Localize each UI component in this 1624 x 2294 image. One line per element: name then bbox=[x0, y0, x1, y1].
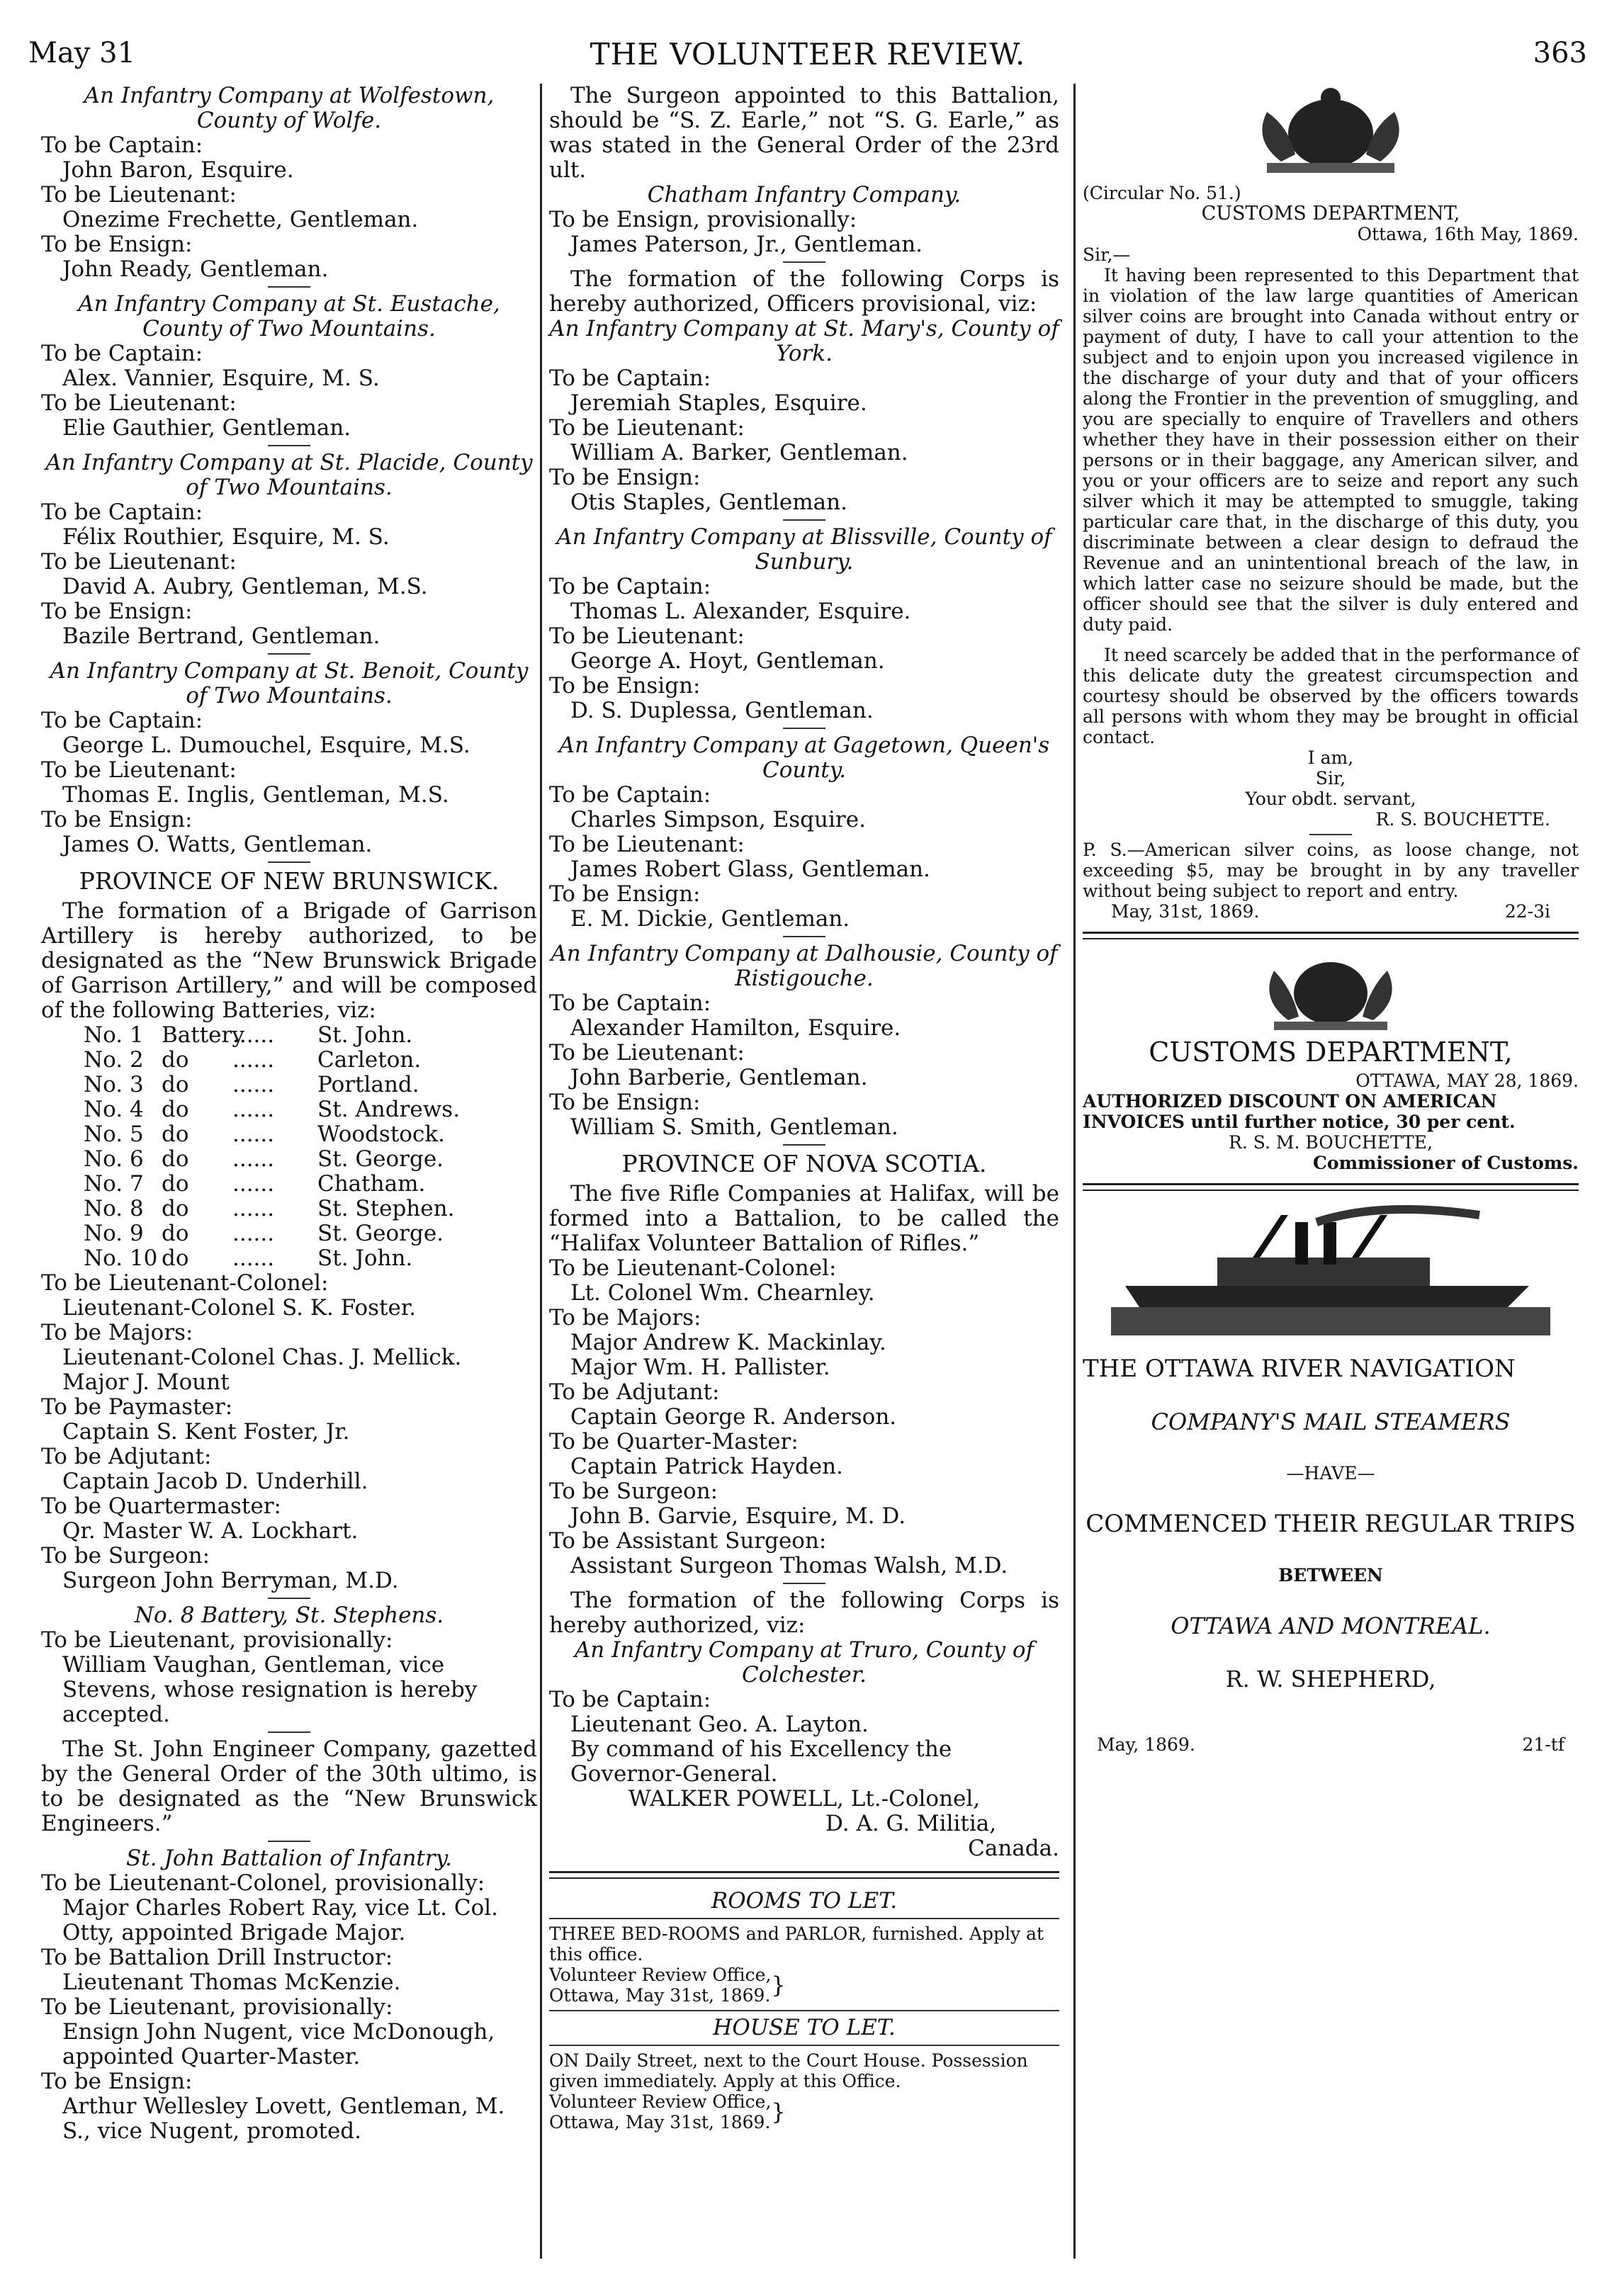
paragraph: The five Rifle Companies at Halifax, will be formed into a Battalion, to be called the “Halifax Volunteer Battalion of Rifles.” bbox=[549, 1181, 1059, 1256]
battery-cell: ...... bbox=[232, 1072, 275, 1097]
battery-cell: ...... bbox=[232, 1022, 275, 1048]
section-title: No. 8 Battery, St. Stephens. bbox=[134, 1603, 444, 1628]
ad-title: HOUSE TO LET. bbox=[713, 2015, 896, 2040]
column-3 bbox=[1083, 84, 1579, 1755]
signature: D. A. G. Militia, bbox=[825, 1811, 997, 1836]
battery-cell: do bbox=[162, 1221, 189, 1246]
battery-cell: do bbox=[162, 1196, 189, 1221]
appointment-list bbox=[41, 708, 537, 857]
name-line: David A. Aubry, Gentleman, M.S. bbox=[62, 574, 428, 599]
battery-cell: Portland. bbox=[317, 1072, 419, 1097]
appointment-list bbox=[549, 1256, 1059, 1578]
province-heading: PROVINCE OF NOVA SCOTIA. bbox=[621, 1150, 987, 1177]
rank-line: To be Captain: bbox=[549, 990, 711, 1016]
name-line: George A. Hoyt, Gentleman. bbox=[570, 648, 885, 674]
name-line: Arthur Wellesley Lovett, Gentleman, M. S., vice Nugent, promoted. bbox=[62, 2094, 505, 2144]
closing: I am, bbox=[1307, 747, 1354, 768]
ad-subheading: OTTAWA AND MONTREAL. bbox=[1171, 1612, 1491, 1639]
rank-line: To be Captain: bbox=[549, 366, 711, 391]
ad-subheading: COMPANY'S MAIL STEAMERS bbox=[1151, 1408, 1511, 1435]
battery-cell: No. 8 bbox=[84, 1196, 144, 1221]
paragraph: The Surgeon appointed to this Battalion, should be “S. Z. Earle,” not “S. G. Earle,” as was stated in the General Order of the 23rd ult. bbox=[549, 83, 1059, 183]
appointment-list bbox=[41, 1271, 537, 1593]
appointment-list bbox=[41, 500, 537, 649]
salutation: Sir,— bbox=[1083, 244, 1131, 265]
royal-arms-emblem bbox=[1224, 84, 1437, 176]
section-title: An Infantry Company at Gagetown, Queen's County. bbox=[558, 733, 1050, 783]
battery-cell: St. George. bbox=[317, 1146, 444, 1172]
address-line: Volunteer Review Office, bbox=[549, 1965, 772, 1985]
appointment-list bbox=[41, 133, 537, 282]
battery-cell: ...... bbox=[232, 1196, 275, 1221]
divider bbox=[268, 1598, 310, 1599]
appointment-list bbox=[41, 341, 537, 441]
name-line: Assistant Surgeon Thomas Walsh, M.D. bbox=[570, 1553, 1008, 1578]
rank-line: To be Adjutant: bbox=[549, 1379, 720, 1405]
name-line: Alexander Hamilton, Esquire. bbox=[570, 1015, 901, 1041]
rank-line: To be Captain: bbox=[41, 132, 203, 158]
brace-mark: } bbox=[771, 1971, 786, 1999]
signature: R. S. BOUCHETTE. bbox=[1375, 809, 1550, 830]
name-line: Captain Jacob D. Underhill. bbox=[62, 1469, 368, 1494]
divider bbox=[549, 1871, 1059, 1879]
name-line: Lieutenant-Colonel S. K. Foster. bbox=[62, 1295, 417, 1321]
signature: R. S. M. BOUCHETTE, bbox=[1229, 1132, 1433, 1153]
name-line: Major Wm. H. Pallister. bbox=[570, 1355, 830, 1380]
section-title: An Infantry Company at St. Benoit, County of Two Mountains. bbox=[50, 658, 529, 708]
paragraph: The formation of the following Corps is hereby authorized, Officers provisional, viz: bbox=[549, 266, 1059, 317]
name-line: George L. Dumouchel, Esquire, M.S. bbox=[62, 733, 470, 758]
divider bbox=[268, 1841, 310, 1842]
divider bbox=[783, 1583, 825, 1584]
rank-line: To be Lieutenant: bbox=[549, 623, 745, 649]
name-line: Ensign John Nugent, vice McDonough, appointed Quarter-Master. bbox=[62, 2019, 495, 2069]
rank-line: To be Captain: bbox=[549, 574, 711, 599]
column-divider bbox=[540, 84, 542, 2259]
ad-date: May, 31st, 1869. bbox=[1111, 901, 1260, 922]
battery-cell: ...... bbox=[232, 1146, 275, 1172]
notice-date: OTTAWA, MAY 28, 1869. bbox=[1355, 1070, 1579, 1091]
divider bbox=[783, 519, 825, 521]
divider bbox=[783, 728, 825, 729]
appointment-list bbox=[549, 783, 1059, 932]
battery-cell: ...... bbox=[232, 1047, 275, 1073]
name-line: Otis Staples, Gentleman. bbox=[570, 490, 847, 515]
rank-line: To be Lieutenant, provisionally: bbox=[41, 1994, 393, 2020]
section-title: An Infantry Company at Blissville, County of Sunbury. bbox=[556, 524, 1052, 575]
department: CUSTOMS DEPARTMENT, bbox=[1149, 1036, 1513, 1068]
section-title: St. John Battalion of Infantry. bbox=[126, 1846, 452, 1871]
ad-body: ON Daily Street, next to the Court House. Possession given immediately. Apply at this Office. bbox=[549, 2050, 1028, 2091]
appointment-list bbox=[549, 991, 1059, 1140]
signature: WALKER POWELL, Lt.-Colonel, bbox=[628, 1786, 981, 1812]
column-1 bbox=[41, 84, 537, 2144]
name-line: Félix Routhier, Esquire, M. S. bbox=[62, 524, 390, 550]
rank-line: To be Lieutenant: bbox=[549, 832, 745, 857]
ad-heading: THE OTTAWA RIVER NAVIGATION bbox=[1083, 1355, 1516, 1383]
name-line: Major J. Mount bbox=[62, 1369, 230, 1395]
battery-cell: St. Andrews. bbox=[317, 1097, 461, 1122]
rank-line: To be Captain: bbox=[41, 341, 203, 366]
name-line: Lieutenant-Colonel Chas. J. Mellick. bbox=[62, 1345, 462, 1370]
discount-notice: AUTHORIZED DISCOUNT ON AMERICAN INVOICES until further notice, 30 per cent. bbox=[1083, 1091, 1516, 1132]
divider bbox=[268, 445, 310, 446]
address-line: Ottawa, May 31st, 1869. bbox=[549, 2112, 771, 2132]
battery-list bbox=[41, 1023, 537, 1271]
province-heading: PROVINCE OF NEW BRUNSWICK. bbox=[79, 867, 500, 895]
rank-line: To be Lieutenant: bbox=[549, 415, 745, 441]
battery-cell: No. 7 bbox=[84, 1171, 144, 1197]
name-line: Bazile Bertrand, Gentleman. bbox=[62, 623, 380, 649]
name-line: Major Charles Robert Ray, vice Lt. Col. Otty, appointed Brigade Major. bbox=[62, 1895, 499, 1945]
battery-row bbox=[41, 1147, 537, 1172]
battery-cell: Battery bbox=[162, 1022, 244, 1048]
name-line: D. S. Duplessa, Gentleman. bbox=[570, 698, 874, 723]
section-title: An Infantry Company at Wolfestown, County of Wolfe. bbox=[84, 83, 495, 133]
name-line: Thomas E. Inglis, Gentleman, M.S. bbox=[62, 782, 449, 808]
letter-date: Ottawa, 16th May, 1869. bbox=[1357, 224, 1579, 244]
section-title: An Infantry Company at Truro, County of Colchester. bbox=[574, 1637, 1034, 1688]
divider bbox=[783, 1144, 825, 1146]
rank-line: To be Paymaster: bbox=[41, 1394, 233, 1420]
paragraph: It need scarcely be added that in the performance of this delicate duty the greatest circumspection and courtesy should be observed by the officers towards all persons with whom they may be brought in official contact. bbox=[1083, 645, 1579, 747]
ad-footer bbox=[1083, 1734, 1579, 1755]
section-title: An Infantry Company at St. Eustache, County of Two Mountains. bbox=[78, 291, 500, 341]
name-line: Surgeon John Berryman, M.D. bbox=[62, 1568, 399, 1593]
battery-cell: No. 1 bbox=[84, 1022, 144, 1048]
battery-cell: Carleton. bbox=[317, 1047, 422, 1073]
divider bbox=[268, 286, 310, 288]
ad-heading: COMMENCED THEIR REGULAR TRIPS bbox=[1086, 1510, 1576, 1538]
battery-cell: Woodstock. bbox=[317, 1121, 445, 1147]
divider bbox=[783, 936, 825, 937]
rank-line: To be Ensign: bbox=[41, 2069, 193, 2094]
divider bbox=[549, 2045, 1059, 2046]
department: CUSTOMS DEPARTMENT, bbox=[1201, 203, 1460, 225]
appointment-list bbox=[549, 208, 1059, 257]
address-line: Volunteer Review Office, bbox=[549, 2091, 772, 2112]
battery-cell: ...... bbox=[232, 1245, 275, 1271]
battery-cell: No. 6 bbox=[84, 1146, 144, 1172]
battery-row bbox=[41, 1221, 537, 1246]
name-line: Major Andrew K. Mackinlay. bbox=[570, 1330, 886, 1355]
ad-body: THREE BED-ROOMS and PARLOR, furnished. Apply at this office. bbox=[549, 1923, 1044, 1965]
name-line: E. M. Dickie, Gentleman. bbox=[570, 906, 850, 932]
divider bbox=[268, 1731, 310, 1733]
battery-cell: No. 2 bbox=[84, 1047, 144, 1073]
divider bbox=[783, 261, 825, 263]
appointment-list bbox=[549, 366, 1059, 515]
battery-cell: do bbox=[162, 1171, 189, 1197]
paragraph: The St. John Engineer Company, gazetted by the General Order of the 30th ultimo, is to be designated as the “New Brunswick Engineers.” bbox=[41, 1736, 537, 1836]
rank-line: To be Lieutenant-Colonel: bbox=[41, 1270, 329, 1296]
rank-line: To be Ensign: bbox=[41, 599, 193, 624]
battery-row bbox=[41, 1073, 537, 1097]
name-line: Onezime Frechette, Gentleman. bbox=[62, 207, 419, 232]
divider bbox=[549, 2010, 1059, 2011]
closing: Sir, bbox=[1315, 768, 1346, 789]
name-line: Lieutenant Thomas McKenzie. bbox=[62, 1970, 401, 1995]
battery-cell: Chatham. bbox=[317, 1171, 426, 1197]
ad-date: May, 1869. bbox=[1097, 1734, 1195, 1755]
battery-cell: ...... bbox=[232, 1097, 275, 1122]
battery-cell: do bbox=[162, 1072, 189, 1097]
header-date: May 31 bbox=[28, 37, 136, 69]
closing: Your obdt. servant, bbox=[1245, 789, 1416, 809]
divider bbox=[268, 861, 310, 863]
brace-mark: } bbox=[771, 2098, 786, 2125]
rank-line: To be Quartermaster: bbox=[41, 1493, 281, 1519]
name-line: Elie Gauthier, Gentleman. bbox=[62, 415, 351, 441]
name-line: Charles Simpson, Esquire. bbox=[570, 807, 866, 832]
section-title: An Infantry Company at St. Mary's, County of York. bbox=[549, 316, 1059, 366]
battery-cell: St. Stephen. bbox=[317, 1196, 455, 1221]
column-divider bbox=[1073, 84, 1076, 2259]
rank-line: To be Captain: bbox=[41, 708, 203, 733]
battery-cell: St. John. bbox=[317, 1022, 413, 1048]
name-line: Captain S. Kent Foster, Jr. bbox=[62, 1419, 350, 1445]
postscript: P. S.—American silver coins, as loose change, not exceeding $5, may be brought in by any traveller without being subject to report and entry. bbox=[1083, 840, 1579, 901]
rank-line: To be Lieutenant: bbox=[549, 1040, 745, 1066]
battery-cell: No. 9 bbox=[84, 1221, 144, 1246]
divider bbox=[1083, 1183, 1579, 1191]
name-line: James Paterson, Jr., Gentleman. bbox=[570, 232, 923, 257]
rank-line: To be Ensign: bbox=[41, 807, 193, 832]
name-line: Lt. Colonel Wm. Chearnley. bbox=[570, 1280, 875, 1306]
section-title: An Infantry Company at Dalhousie, County of Ristigouche. bbox=[551, 941, 1058, 991]
name-line: Jeremiah Staples, Esquire. bbox=[570, 390, 867, 416]
battery-row bbox=[41, 1172, 537, 1197]
battery-row bbox=[41, 1197, 537, 1221]
ad-address bbox=[549, 2091, 1059, 2132]
appointment-list bbox=[41, 1871, 537, 2144]
column-2 bbox=[549, 84, 1059, 2132]
ad-reference: 22-3i bbox=[1504, 901, 1550, 922]
battery-cell: No. 3 bbox=[84, 1072, 144, 1097]
section-title: Chatham Infantry Company. bbox=[647, 182, 962, 208]
name-line: Captain George R. Anderson. bbox=[570, 1404, 897, 1430]
battery-row bbox=[41, 1048, 537, 1073]
name-line: John Barberie, Gentleman. bbox=[570, 1065, 868, 1090]
battery-cell: No. 10 bbox=[84, 1245, 158, 1271]
rank-line: To be Adjutant: bbox=[41, 1444, 212, 1469]
ad-address bbox=[549, 1965, 1059, 2006]
battery-cell: do bbox=[162, 1047, 189, 1073]
battery-cell: No. 4 bbox=[84, 1097, 144, 1122]
rank-line: To be Captain: bbox=[549, 1687, 711, 1712]
address-line: Ottawa, May 31st, 1869. bbox=[549, 1985, 771, 2006]
paragraph: The formation of the following Corps is hereby authorized, viz: bbox=[549, 1588, 1059, 1638]
page-header bbox=[28, 28, 1587, 71]
page-number: 363 bbox=[1533, 37, 1587, 69]
rank-line: To be Lieutenant: bbox=[41, 757, 237, 783]
name-line: William Vaughan, Gentleman, vice Stevens, whose resignation is hereby accepted. bbox=[62, 1652, 478, 1727]
battery-cell: St. George. bbox=[317, 1221, 444, 1246]
rank-line: To be Lieutenant: bbox=[41, 182, 237, 208]
steamboat-illustration bbox=[1111, 1201, 1550, 1343]
battery-cell: ...... bbox=[232, 1221, 275, 1246]
battery-cell: St. John. bbox=[317, 1245, 413, 1271]
name-line: Thomas L. Alexander, Esquire. bbox=[570, 599, 911, 624]
name-line: John Baron, Esquire. bbox=[62, 157, 294, 183]
name-line: Alex. Vannier, Esquire, M. S. bbox=[62, 366, 380, 391]
rank-line: To be Surgeon: bbox=[549, 1479, 718, 1504]
signature-title: Commissioner of Customs. bbox=[1313, 1153, 1579, 1173]
command-line: By command of his Excellency the Governor-General. bbox=[570, 1736, 952, 1787]
battery-row bbox=[41, 1246, 537, 1271]
divider bbox=[1083, 932, 1579, 939]
rank-line: To be Ensign: bbox=[549, 673, 701, 699]
royal-arms-emblem bbox=[1224, 949, 1437, 1034]
appointment-list bbox=[549, 1688, 1059, 1737]
battery-cell: No. 5 bbox=[84, 1121, 144, 1147]
rank-line: To be Lieutenant-Colonel, provisionally: bbox=[41, 1870, 485, 1896]
rank-line: To be Lieutenant: bbox=[41, 390, 237, 416]
battery-row bbox=[41, 1023, 537, 1048]
name-line: Captain Patrick Hayden. bbox=[570, 1454, 843, 1479]
rank-line: To be Lieutenant: bbox=[41, 549, 237, 575]
battery-cell: ...... bbox=[232, 1171, 275, 1197]
ad-footer bbox=[1083, 901, 1579, 922]
rank-line: To be Majors: bbox=[549, 1305, 701, 1330]
battery-cell: do bbox=[162, 1245, 189, 1271]
divider bbox=[549, 1918, 1059, 1919]
appointment-list bbox=[549, 575, 1059, 723]
rank-line: To be Captain: bbox=[549, 782, 711, 808]
ad-title: ROOMS TO LET. bbox=[711, 1888, 898, 1914]
name-line: John Ready, Gentleman. bbox=[62, 256, 329, 282]
rank-line: To be Lieutenant, provisionally: bbox=[41, 1627, 393, 1653]
ad-line: BETWEEN bbox=[1278, 1565, 1383, 1586]
divider bbox=[1309, 834, 1352, 835]
name-line: Lieutenant Geo. A. Layton. bbox=[570, 1712, 869, 1737]
ad-reference: 21-tf bbox=[1522, 1734, 1564, 1755]
section-title: An Infantry Company at St. Placide, County of Two Mountains. bbox=[45, 450, 533, 500]
name-line: James Robert Glass, Gentleman. bbox=[570, 857, 930, 882]
paragraph: The formation of a Brigade of Garrison Artillery is hereby authorized, to be designated as the “New Brunswick Brigade of Garrison Artillery,” and will be composed of the following Batteries, viz: bbox=[41, 898, 537, 1023]
circular-number: (Circular No. 51.) bbox=[1083, 183, 1241, 203]
header-title: THE VOLUNTEER REVIEW. bbox=[590, 37, 1026, 72]
rank-line: To be Assistant Surgeon: bbox=[549, 1528, 827, 1554]
battery-cell: do bbox=[162, 1097, 189, 1122]
name-line: James O. Watts, Gentleman. bbox=[62, 832, 373, 857]
signature: Canada. bbox=[968, 1836, 1059, 1861]
battery-cell: do bbox=[162, 1121, 189, 1147]
paragraph: It having been represented to this Department that in violation of the law large quantities of American silver coins are brought into Canada without entry or payment of duty, I have to call your attention to the subject and to enjoin upon you increased vigilence in the discharge of your duty and that of your officers along the Frontier in the prevention of smuggling, and you are specially to enquire of Travellers and others whether they have in their possession either on their persons or in their baggage, any American silver, and you or your officers are to seize and report any such silver which it may be attempted to smuggle, taking particular care that, in the discharge of this duty, you discriminate between a clear design to defraud the Revenue and an unintentional breach of the law, in which latter case no seizure should be made, but the officer should see that the silver is duly entered and duty paid. bbox=[1083, 265, 1579, 635]
rank-line: To be Lieutenant-Colonel: bbox=[549, 1255, 837, 1281]
rank-line: To be Quarter-Master: bbox=[549, 1429, 799, 1454]
rank-line: To be Ensign: bbox=[549, 465, 701, 490]
divider bbox=[268, 653, 310, 655]
name-line: Qr. Master W. A. Lockhart. bbox=[62, 1518, 359, 1544]
rank-line: To be Surgeon: bbox=[41, 1543, 210, 1569]
rank-line: To be Majors: bbox=[41, 1320, 193, 1345]
battery-row bbox=[41, 1122, 537, 1147]
signature: R. W. SHEPHERD, bbox=[1225, 1666, 1436, 1693]
rank-line: To be Ensign: bbox=[549, 1090, 701, 1115]
rank-line: To be Battalion Drill Instructor: bbox=[41, 1945, 393, 1970]
rank-line: To be Ensign: bbox=[549, 881, 701, 907]
battery-cell: ...... bbox=[232, 1121, 275, 1147]
rank-line: To be Ensign: bbox=[41, 232, 193, 257]
battery-row bbox=[41, 1097, 537, 1122]
battery-cell: do bbox=[162, 1146, 189, 1172]
rank-line: To be Captain: bbox=[41, 499, 203, 525]
name-line: William A. Barker, Gentleman. bbox=[570, 440, 908, 465]
rank-line: To be Ensign, provisionally: bbox=[549, 207, 857, 232]
name-line: John B. Garvie, Esquire, M. D. bbox=[570, 1503, 906, 1529]
name-line: William S. Smith, Gentleman. bbox=[570, 1114, 898, 1140]
ad-line: —HAVE— bbox=[1286, 1463, 1375, 1484]
